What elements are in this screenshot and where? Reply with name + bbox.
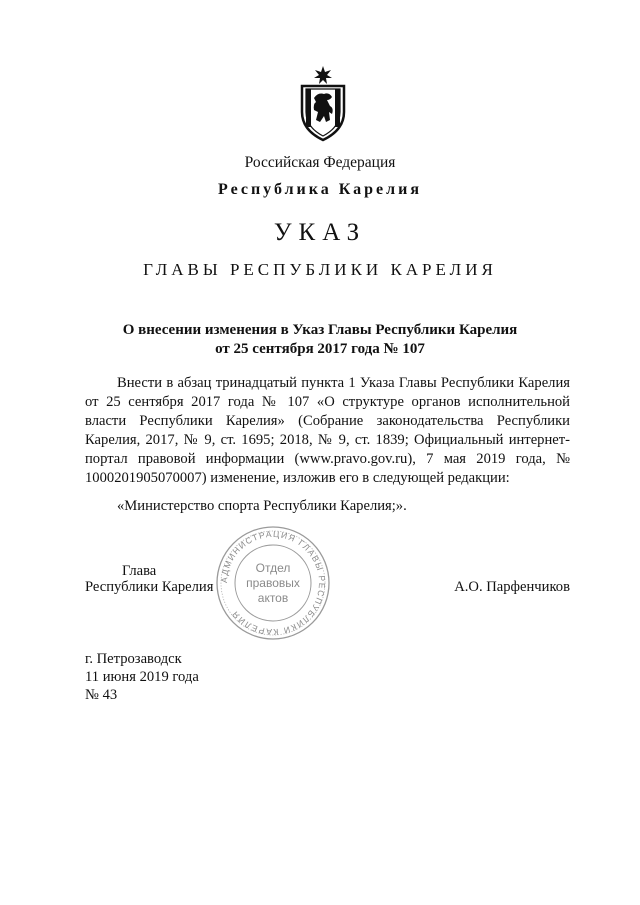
stamp-center-line-3: актов [257, 591, 289, 605]
body-paragraph: Внести в абзац тринадцатый пункта 1 Указа Главы Республики Карелия от 25 сентября 2017 года № 107 «О структуре органов исполнительной власти Республики Карелия» (Собрание законодательства Республики Карелия, 2017, № 9, ст. 1695; 2018, № 9, ст. 1839; Официальный интернет-портал правовой информации (www.pravo.gov.ru), 7 мая 2019 года, № 1000201905070007) изменение, изложив его в следующей редакции: [85, 375, 570, 486]
country-name: Российская Федерация [244, 154, 396, 171]
issue-date: 11 июня 2019 года [85, 669, 199, 685]
document-title-line-2: от 25 сентября 2017 года № 107 [215, 341, 425, 357]
document-title-line-1: О внесении изменения в Указ Главы Республики Карелия [122, 322, 518, 338]
stamp-center-line-1: Отдел [255, 561, 291, 575]
stamp-ring-text: АДМИНИСТРАЦИЯ ГЛАВЫ РЕСПУБЛИКИ КАРЕЛИЯ [218, 528, 328, 638]
issue-place: г. Петрозаводск [85, 651, 182, 667]
document-type: УКАЗ [273, 219, 367, 246]
stamp-icon [214, 524, 332, 642]
decree-number: № 43 [85, 687, 118, 703]
body-quote: «Министерство спорта Республики Карелия;». [117, 498, 407, 514]
issuer-name: ГЛАВЫ РЕСПУБЛИКИ КАРЕЛИЯ [143, 260, 497, 279]
signatory-title-line-2: Республики Карелия [85, 579, 214, 595]
signatory-title-line-1: Глава [122, 563, 157, 579]
coat-of-arms-icon [296, 64, 350, 142]
republic-name: Республика Карелия [218, 181, 422, 198]
signatory-name: А.О. Парфенчиков [454, 579, 570, 595]
stamp-center-line-2: правовых [246, 576, 300, 590]
